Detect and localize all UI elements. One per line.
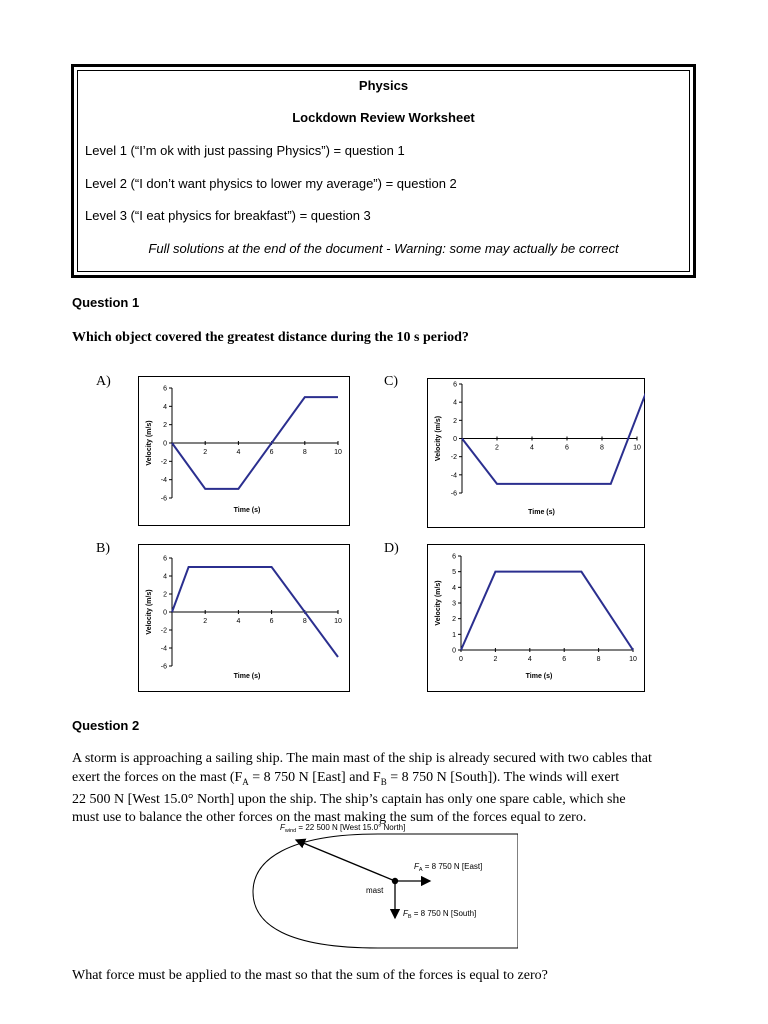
question-2-paragraph [72, 750, 712, 828]
question-1-heading: Question 1 [72, 295, 140, 310]
x-tick-label: 2 [203, 449, 208, 456]
y-axis-label: Velocity (m/s) [146, 420, 153, 466]
y-tick-label: 6 [453, 381, 457, 389]
option-c-label: C) [384, 374, 398, 389]
fb-force-label: $F_B = 8$ 750 N [South] [403, 909, 477, 920]
x-tick-label: 0 [459, 656, 463, 663]
worksheet-subject: Physics [358, 78, 409, 93]
x-axis-label: Time (s) [528, 509, 555, 516]
q2-line-3: 22 500 N [West 15.0° North] upon the ship. The ship’s captain has only one spare cable, which she [72, 791, 626, 807]
y-tick-label: -4 [160, 645, 167, 653]
y-tick-label: -6 [160, 663, 167, 671]
y-tick-label: 0 [163, 440, 167, 448]
x-tick-label: 2 [493, 656, 498, 663]
x-tick-label: 2 [495, 444, 499, 452]
x-tick-label: 8 [302, 618, 307, 625]
y-tick-label: -4 [450, 472, 457, 480]
option-b-label: B) [96, 541, 110, 556]
x-axis-label: Time (s) [233, 673, 261, 680]
y-tick-label: -6 [450, 490, 457, 498]
x-tick-label: 6 [562, 656, 567, 663]
y-tick-label: 0 [453, 436, 457, 443]
level-3-line: Level 3 (“I eat physics for breakfast”) = question 3 [85, 208, 371, 223]
velocity-time-chart-d [427, 544, 645, 692]
y-tick-label: -2 [160, 458, 167, 466]
q2-line-4: must use to balance the other forces on the mast making the sum of the forces equal to zero. [72, 810, 587, 826]
x-tick-label: 8 [596, 656, 601, 663]
x-tick-label: 4 [236, 449, 241, 456]
y-tick-label: 5 [452, 569, 456, 577]
y-tick-label: 4 [163, 403, 167, 411]
x-tick-label: 10 [633, 444, 641, 452]
velocity-time-chart-a [138, 376, 350, 526]
mast-label: mast [366, 886, 384, 895]
y-tick-label: -2 [450, 454, 457, 462]
y-tick-label: 6 [163, 385, 167, 393]
y-axis-label: Velocity (m/s) [146, 589, 153, 635]
x-tick-label: 4 [530, 444, 534, 452]
ship-outline [253, 834, 518, 948]
y-tick-label: -4 [160, 477, 167, 485]
header-inner-border [77, 70, 690, 272]
y-tick-label: -2 [160, 627, 167, 635]
worksheet-title: Lockdown Review Worksheet [292, 110, 475, 125]
velocity-time-chart-c [427, 378, 645, 528]
y-tick-label: 2 [163, 422, 167, 430]
level-1-line: Level 1 (“I’m ok with just passing Physics”) = question 1 [85, 143, 405, 158]
x-tick-label: 4 [236, 618, 241, 625]
option-a-label: A) [96, 374, 111, 389]
y-tick-label: 3 [452, 600, 456, 608]
level-2-line: Level 2 (“I don’t want physics to lower my average”) = question 2 [85, 176, 457, 191]
wind-force-arrow [296, 840, 395, 881]
y-tick-label: 4 [163, 573, 167, 581]
y-axis-label: Velocity (m/s) [435, 415, 442, 462]
y-tick-label: 2 [452, 616, 456, 624]
wind-force-label: $F_{wind} = 22$ 500 N [West 15.0° North] [280, 823, 406, 834]
y-tick-label: -6 [160, 495, 167, 503]
x-tick-label: 10 [334, 449, 342, 456]
x-tick-label: 6 [269, 449, 274, 456]
header-box [71, 64, 696, 278]
y-tick-label: 4 [452, 584, 456, 592]
velocity-time-chart-b [138, 544, 350, 692]
y-tick-label: 2 [163, 591, 167, 599]
y-tick-label: 2 [453, 417, 457, 425]
y-tick-label: 6 [163, 555, 167, 563]
x-axis-label: Time (s) [525, 673, 553, 680]
q2-line-2: exert the forces on the mast ($F_A = 8$ 750 N [East] and $F_B = 8$ 750 N [South]). The winds will exert [72, 769, 620, 787]
fa-force-label: $F_A = 8$ 750 N [East] [414, 862, 483, 873]
y-tick-label: 4 [453, 399, 457, 407]
question-2-heading: Question 2 [72, 718, 140, 733]
force-diagram [248, 820, 518, 950]
x-tick-label: 8 [302, 449, 307, 456]
question-1-prompt: Which object covered the greatest distance during the 10 s period? [72, 330, 469, 345]
y-axis-label: Velocity (m/s) [435, 580, 442, 626]
y-tick-label: 0 [163, 609, 167, 617]
y-tick-label: 6 [452, 553, 456, 561]
question-2-final-question: What force must be applied to the mast so that the sum of the forces is equal to zero? [72, 968, 548, 983]
q2-line-1: A storm is approaching a sailing ship. The main mast of the ship is already secured with two cables that [72, 751, 652, 766]
option-d-label: D) [384, 541, 399, 556]
x-tick-label: 8 [600, 444, 604, 452]
solutions-note: Full solutions at the end of the document - Warning: some may actually be correct [148, 241, 619, 256]
y-tick-label: 1 [452, 631, 456, 639]
x-tick-label: 10 [629, 656, 637, 663]
x-tick-label: 2 [203, 618, 208, 625]
x-axis-label: Time (s) [233, 507, 261, 514]
x-tick-label: 10 [334, 618, 342, 625]
x-tick-label: 4 [527, 656, 532, 663]
y-tick-label: 0 [452, 647, 456, 655]
x-tick-label: 6 [269, 618, 274, 625]
x-tick-label: 6 [565, 444, 569, 452]
